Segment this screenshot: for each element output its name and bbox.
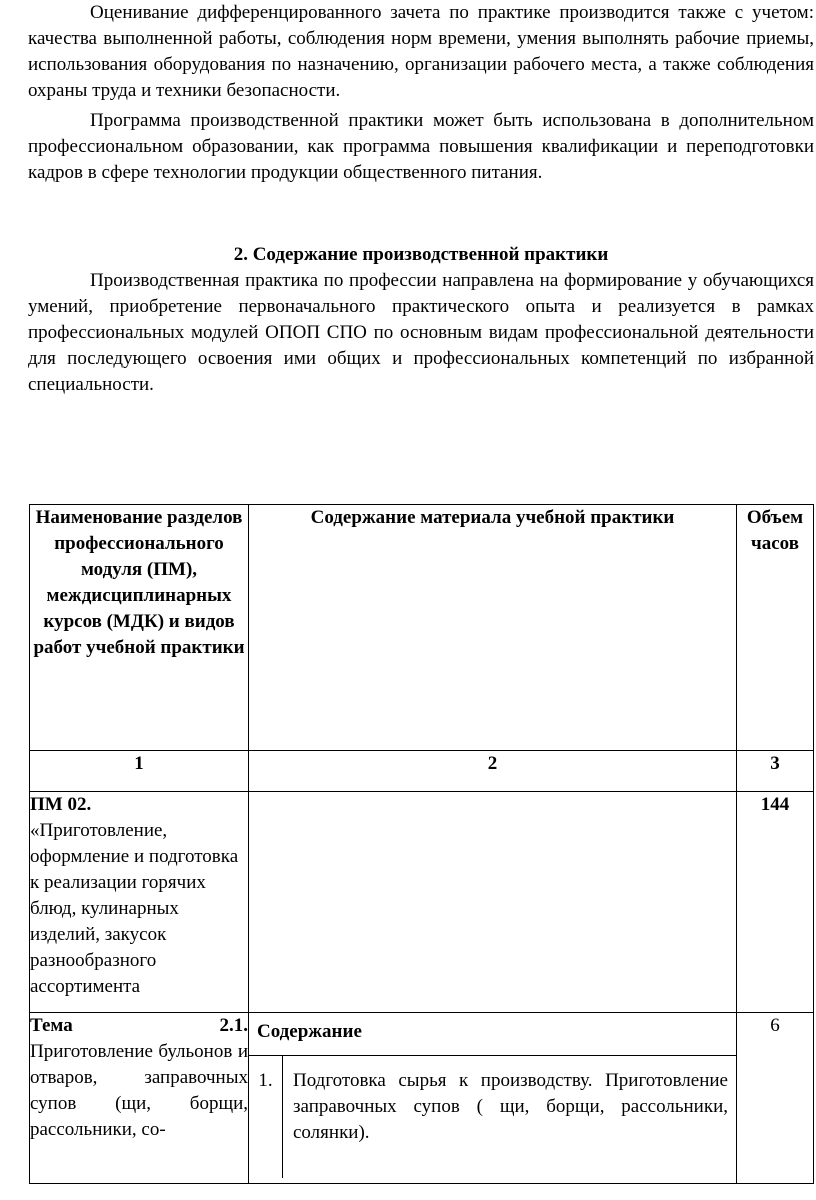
pm-hours: 144 xyxy=(737,792,814,1013)
column-number-2: 2 xyxy=(249,751,737,792)
section-heading: 2. Содержание производственной практики xyxy=(233,244,609,265)
header-content: Содержание материала учебной практики xyxy=(249,505,737,751)
table-number-row xyxy=(30,751,814,792)
content-item-number: 1. xyxy=(249,1056,283,1178)
table-header-row xyxy=(30,505,814,751)
topic-content-cell xyxy=(249,1013,737,1184)
header-sections: Наименование разделов профессионального модуля (ПМ), междисциплинарных курсов (МДК) и видов работ учебной практики xyxy=(30,505,249,751)
column-number-3: 3 xyxy=(737,751,814,792)
topic-hours: 6 xyxy=(737,1013,814,1184)
pm-cell xyxy=(30,792,249,1013)
paragraph-assessment: Оценивание дифференцированного зачета по практике производится также с учетом: качества выполненной работы, соблюдения норм времени, умения выполнять рабочие приемы, использования оборудования по назначению, организации рабочего места, а также соблюдения охраны труда и техники безопасности. xyxy=(28,2,814,101)
table-row-pm xyxy=(30,792,814,1013)
paragraph-practice-description: Производственная практика по профессии направлена на формирование у обучающихся умений, приобретение первоначального практического опыта и реализуется в рамках профессиональных модулей ОПОП СПО по основным видам профессиональной деятельности для последующего освоения ими общих и профессиональных компетенций по избранной специальности. xyxy=(28,270,814,395)
column-number-1: 1 xyxy=(30,751,249,792)
topic-label: Тема xyxy=(30,1015,73,1036)
pm-title: «Приготовление, оформление и подготовка к реализации горячих блюд, кулинарных изделий, закусок разнообразного ассортимента xyxy=(30,820,239,997)
topic-heading xyxy=(30,1013,248,1039)
content-item-text: Подготовка сырья к производству. Приготовление заправочных супов ( щи, борщи, рассольники, солянки). xyxy=(293,1070,728,1143)
content-item xyxy=(249,1056,736,1178)
topic-title: Приготовление бульонов и отваров, заправочных супов (щи, борщи, рассольники, со- xyxy=(30,1041,248,1140)
topic-number: 2.1. xyxy=(219,1015,248,1036)
paragraph-program-usage: Программа производственной практики может быть использована в дополнительном профессиональном образовании, как программа повышения квалификации и переподготовки кадров в сфере технологии продукции общественного питания. xyxy=(28,110,814,183)
pm-code: ПМ 02. xyxy=(30,794,92,815)
practice-content-table xyxy=(29,504,814,1184)
pm-content-cell xyxy=(249,792,737,1013)
topic-cell xyxy=(30,1013,249,1184)
header-hours: Объем часов xyxy=(737,505,814,751)
content-label: Содержание xyxy=(249,1013,736,1056)
table-row-topic xyxy=(30,1013,814,1184)
